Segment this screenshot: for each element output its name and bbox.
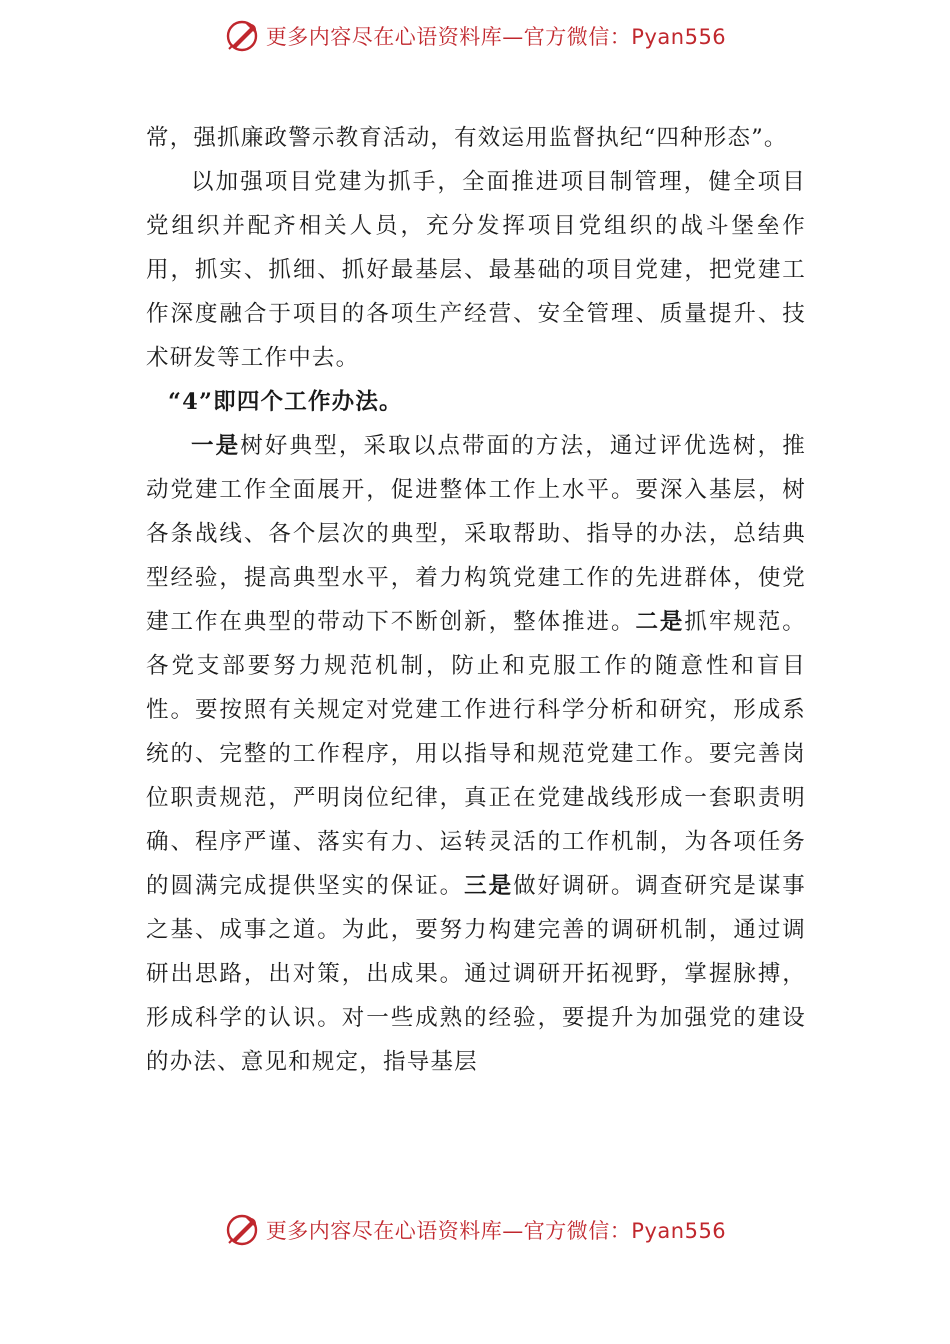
method-two-text: 抓牢规范。各党支部要努力规范机制，防止和克服工作的随意性和盲目性。要按照有关规定对党建工作进行科学分析和研究，形成系统的、完整的工作程序，用以指导和规范党建工作。要完善岗位职责规范，严明岗位纪律，真正在党建战线形成一套职责明确、程序严谨、落实有力、运转灵活的工作机制，为各项任务的圆满完成提供坚实的保证。 xyxy=(146,609,806,899)
watermark-footer xyxy=(0,1208,950,1252)
method-three-text: 做好调研。调查研究是谋事之基、成事之道。为此，要努力构建完善的调研机制，通过调研出思路，出对策，出成果。通过调研开拓视野，掌握脉搏，形成科学的认识。对一些成熟的经验，要提升为加强党的建设的办法、意见和规定，指导基层 xyxy=(146,873,806,1075)
paragraph-project-party-building: 以加强项目党建为抓手，全面推进项目制管理，健全项目党组织并配齐相关人员，充分发挥项目党组织的战斗堡垒作用，抓实、抓细、抓好最基层、最基础的项目党建，把党建工作深度融合于项目的各项生产经营、安全管理、质量提升、技术研发等工作中去。 xyxy=(146,169,806,371)
watermark-header xyxy=(0,14,950,58)
keyword-second: 二是 xyxy=(635,609,685,635)
watermark-text: 更多内容尽在心语资料库—官方微信：Pyan556 xyxy=(265,1219,727,1243)
paragraph-continuation: 常，强抓廉政警示教育活动，有效运用监督执纪“四种形态”。 xyxy=(146,125,788,151)
section-heading: “4”即四个工作办法。 xyxy=(168,389,403,415)
keyword-first: 一是 xyxy=(191,433,241,459)
method-one-text: 树好典型，采取以点带面的方法，通过评优选树，推动党建工作全面展开，促进整体工作上水平。要深入基层，树各条战线、各个层次的典型，采取帮助、指导的办法，总结典型经验，提高典型水平，着力构筑党建工作的先进群体，使党建工作在典型的带动下不断创新，整体推进。 xyxy=(146,433,806,635)
quill-pen-logo-icon xyxy=(224,18,260,54)
watermark-text: 更多内容尽在心语资料库—官方微信：Pyan556 xyxy=(265,25,727,49)
quill-pen-logo-icon xyxy=(224,1212,260,1248)
document-body xyxy=(146,116,806,1084)
paragraph-four-methods xyxy=(146,424,806,1084)
keyword-third: 三是 xyxy=(464,873,514,899)
